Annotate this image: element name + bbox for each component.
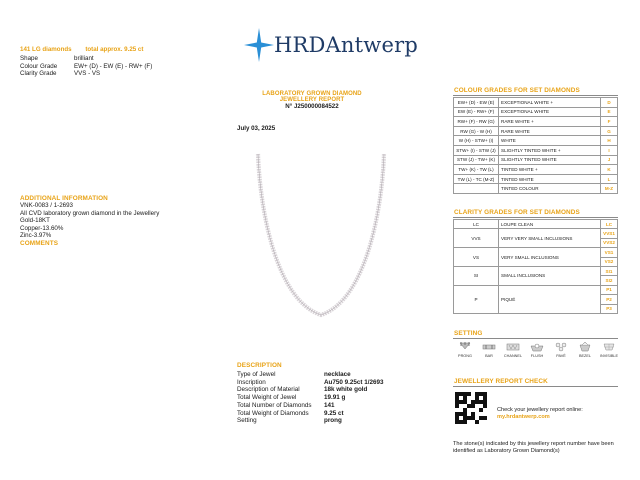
field-shape: Shape brilliant <box>20 55 94 62</box>
setting-bar: BAR <box>479 341 499 358</box>
additional-info: ADDITIONAL INFORMATION VNK-0083 / 1-2693 All CVD laboratory grown diamond in the Jewellery Gold-18KT Copper-13.60% Zinc-3.97% COMMENTS <box>20 195 160 247</box>
table-row: P3 <box>454 304 618 313</box>
channel-setting-icon <box>506 341 520 353</box>
report-check-text: Check your jewellery report online: my.hrdantwerp.com <box>497 407 583 420</box>
bar-setting-icon <box>482 341 496 353</box>
desc-row: Description of Material 18k white gold <box>237 386 368 394</box>
table-row: EW (E) - RW+ (F) EXCEPTIONAL WHITE E <box>454 107 618 117</box>
table-row: VS2 <box>454 257 618 266</box>
setting-invisible: INVISIBLE <box>599 341 619 358</box>
divider <box>453 386 618 387</box>
setting-bezel: BEZEL <box>575 341 595 358</box>
desc-row: Total Weight of Diamonds 9.25 ct <box>237 409 344 417</box>
comments-heading: COMMENTS <box>20 239 59 247</box>
desc-row: Total Weight of Jewel 19.91 g <box>237 394 346 402</box>
desc-row: Total Number of Diamonds 141 <box>237 401 335 409</box>
header-fields <box>20 55 152 78</box>
desc-row: Inscription Au750 9.25ct 1/2693 <box>237 378 384 386</box>
table-row: SI2 <box>454 276 618 285</box>
clarity-grades-heading: CLARITY GRADES FOR SET DIAMONDS <box>454 209 580 216</box>
table-row: TINTED COLOUR M-Z <box>454 184 618 194</box>
desc-row: Type of Jewel necklace <box>237 371 351 378</box>
setting-flush: FLUSH <box>527 341 547 358</box>
necklace-image <box>246 150 396 325</box>
table-row: LC LOUPE CLEAN LC <box>454 220 618 229</box>
pave-setting-icon <box>554 341 568 353</box>
additional-heading: ADDITIONAL INFORMATION <box>20 195 108 202</box>
report-title: LABORATORY GROWN DIAMOND JEWELLERY REPORT N° J250000084522 <box>232 91 392 111</box>
report-date: July 03, 2025 <box>237 125 276 132</box>
table-row: P PIQUÉ P1 <box>454 285 618 294</box>
report-check-heading: JEWELLERY REPORT CHECK <box>454 378 548 385</box>
table-row: VVS VERY VERY SMALL INCLUSIONS VVS1 <box>454 229 618 238</box>
setting-pave: PAVÉ <box>551 341 571 358</box>
clarity-grades-table <box>453 219 618 314</box>
logo-text: HRDAntwerp <box>274 33 418 57</box>
setting-icons <box>455 341 619 358</box>
divider <box>453 338 618 339</box>
table-row: RW+ (F) - RW (G) RARE WHITE + F <box>454 117 618 127</box>
table-row: STW+ (I) - STW (J) SLIGHTLY TINTED WHITE + I <box>454 145 618 155</box>
table-row: VS VERY SMALL INCLUSIONS VS1 <box>454 248 618 257</box>
bezel-setting-icon <box>578 341 592 353</box>
table-row: P2 <box>454 295 618 304</box>
colour-grades-heading: COLOUR GRADES FOR SET DIAMONDS <box>454 87 580 94</box>
table-row: TW (L) - TC (M-Z) TINTED WHITE L <box>454 174 618 184</box>
description-section <box>237 362 384 425</box>
star-logo-icon <box>244 28 274 62</box>
setting-prong: PRONG <box>455 341 475 358</box>
desc-row: Setting prong <box>237 417 342 425</box>
table-row: STW (J) - TW+ (K) SLIGHTLY TINTED WHITE J <box>454 155 618 165</box>
table-row: VVS2 <box>454 238 618 247</box>
summary-total-weight: total approx. 9.25 ct <box>85 46 144 53</box>
field-clarity-grade: Clarity Grade VVS - VS <box>20 70 101 78</box>
footer-note: The stone(s) indicated by this jewellery report number have been identified as Laboratory Grown Diamond(s) <box>453 441 614 454</box>
summary-count: 141 LG diamonds <box>20 46 72 53</box>
qr-code-icon[interactable] <box>455 392 487 424</box>
prong-setting-icon <box>458 341 472 353</box>
report-number: N° J250000084522 <box>285 103 339 110</box>
table-row: TW+ (K) - TW (L) TINTED WHITE + K <box>454 165 618 175</box>
report-check-link[interactable]: my.hrdantwerp.com <box>497 414 550 420</box>
setting-heading: SETTING <box>454 330 483 337</box>
table-row: EW+ (D) - EW (E) EXCEPTIONAL WHITE + D <box>454 98 618 108</box>
divider <box>453 95 618 96</box>
table-row: SI SMALL INCLUSIONS SI1 <box>454 266 618 275</box>
hrd-logo <box>244 28 418 62</box>
summary-line <box>20 46 143 54</box>
description-heading: DESCRIPTION <box>237 362 282 369</box>
table-row: RW (G) - W (H) RARE WHITE G <box>454 126 618 136</box>
colour-grades-table <box>453 97 618 194</box>
table-row: W (H) - STW+ (I) WHITE H <box>454 136 618 146</box>
divider <box>453 217 618 218</box>
invisible-setting-icon <box>602 341 616 353</box>
setting-channel: CHANNEL <box>503 341 523 358</box>
field-colour-grade: Colour Grade EW+ (D) - EW (E) - RW+ (F) <box>20 62 153 70</box>
flush-setting-icon <box>530 341 544 353</box>
